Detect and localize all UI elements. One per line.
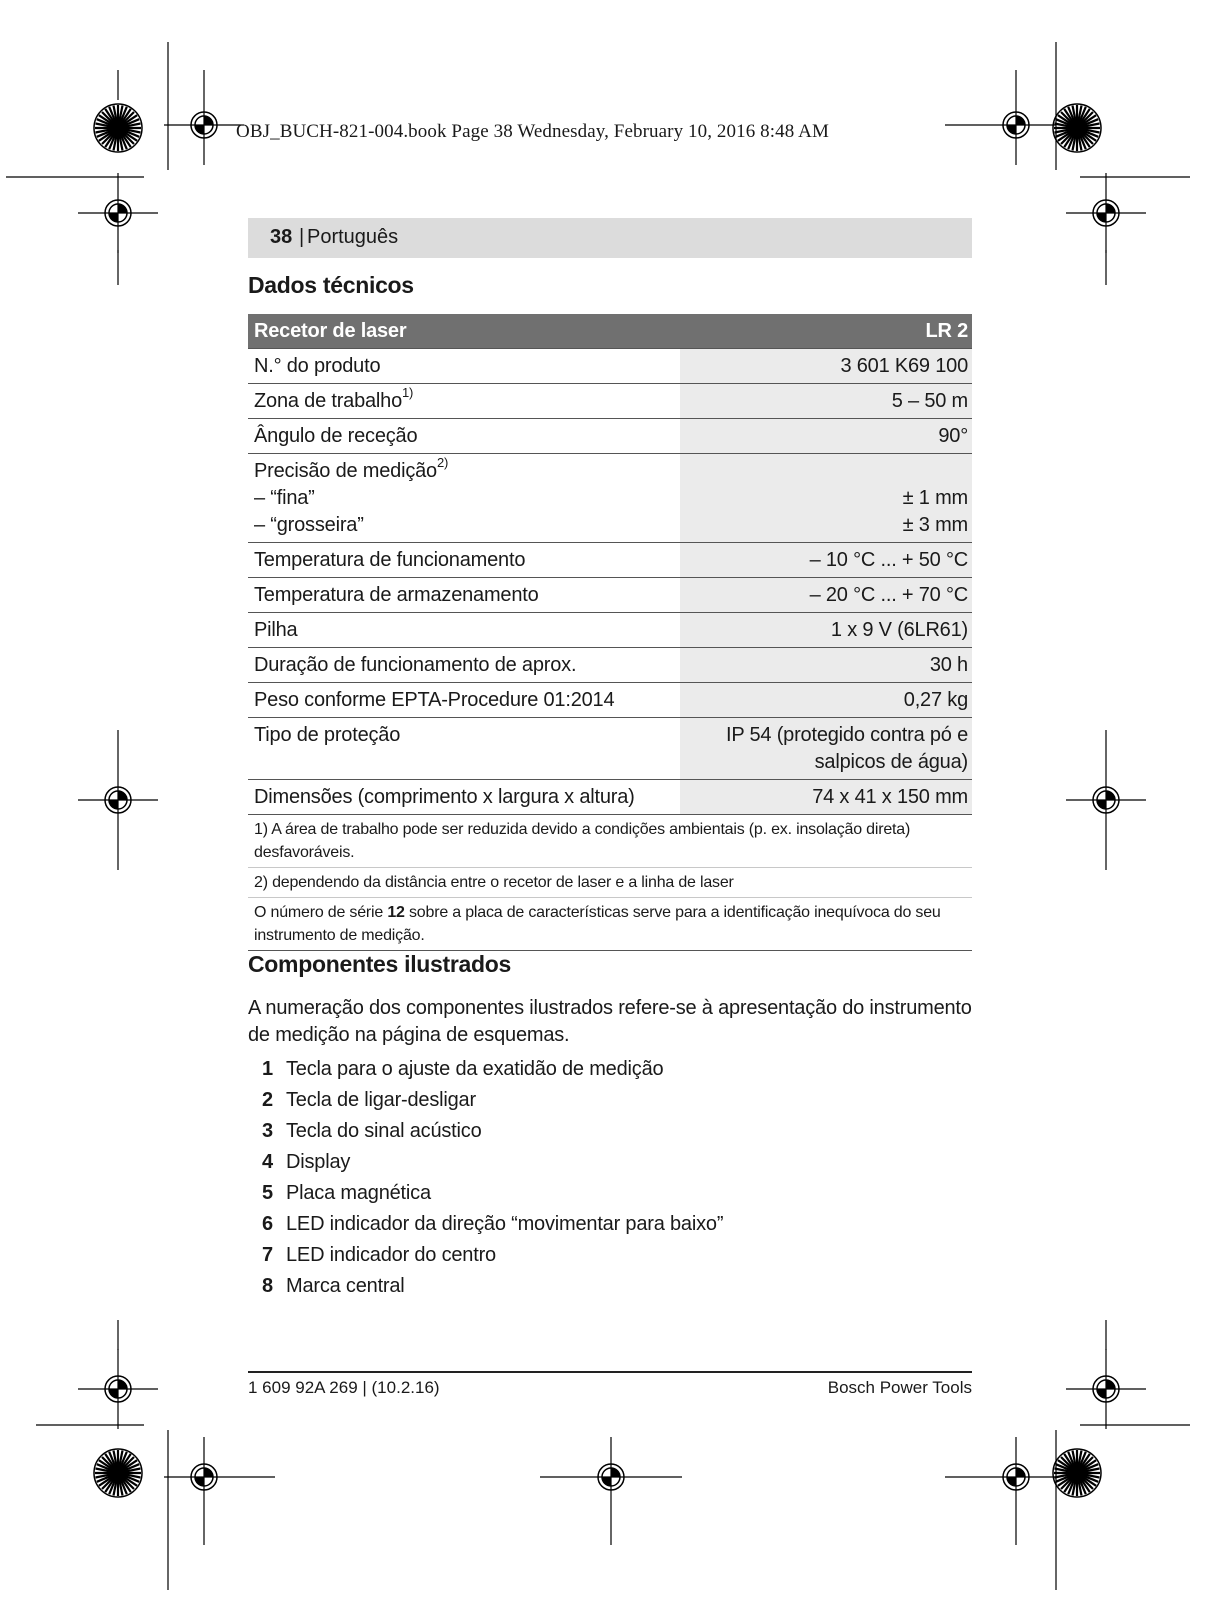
table-row <box>248 718 972 780</box>
item-text: Display <box>286 1151 351 1173</box>
table-row <box>248 683 972 718</box>
table-row <box>248 578 972 613</box>
section-title-components: Componentes ilustrados <box>248 951 512 977</box>
spec-value-line: salpicos de água) <box>814 751 968 773</box>
spec-label: Tipo de proteção <box>248 718 680 780</box>
item-number: 5 <box>262 1182 273 1204</box>
list-item <box>262 1209 723 1240</box>
sunburst-mark-icon <box>1053 1449 1101 1497</box>
item-text: Marca central <box>286 1275 405 1297</box>
registration-mark-icon <box>1066 1349 1146 1429</box>
item-number: 1 <box>262 1058 273 1080</box>
spec-table-header <box>248 314 972 349</box>
spec-label: Temperatura de funcionamento <box>248 543 680 578</box>
language-label: Português <box>307 226 399 248</box>
registration-mark-icon <box>571 1437 651 1517</box>
serial-note-text: O número de série <box>254 904 388 921</box>
item-number: 6 <box>262 1213 273 1235</box>
serial-note <box>248 898 972 951</box>
registration-mark-icon <box>976 1437 1056 1517</box>
item-text: Tecla para o ajuste da exatidão de medição <box>286 1058 664 1080</box>
sunburst-mark-icon <box>94 1449 142 1497</box>
components-intro: A numeração dos componentes ilustrados refere-se à apresentação do instrumento de medição na página de esquemas. <box>248 997 972 1046</box>
footer-doc-number: 1 609 92A 269 | (10.2.16) <box>248 1378 440 1397</box>
registration-mark-icon <box>164 1437 244 1517</box>
serial-note-row <box>248 898 972 951</box>
spec-label: Temperatura de armazenamento <box>248 578 680 613</box>
spec-value: – 20 °C ... + 70 °C <box>680 578 972 613</box>
spec-label: Peso conforme EPTA-Procedure 01:2014 <box>248 683 680 718</box>
serial-number-ref: 12 <box>387 904 405 921</box>
footnote-row <box>248 815 972 868</box>
footer-rule <box>248 1371 972 1373</box>
spec-header-label: Recetor de laser <box>248 314 680 349</box>
section-title-technical-data: Dados técnicos <box>248 272 414 298</box>
item-number: 2 <box>262 1089 273 1111</box>
item-text: Tecla do sinal acústico <box>286 1120 482 1142</box>
table-row <box>248 419 972 454</box>
list-item <box>262 1054 723 1085</box>
spec-label: Pilha <box>248 613 680 648</box>
spec-value: 3 601 K69 100 <box>680 349 972 384</box>
list-item <box>262 1116 723 1147</box>
spec-value: 74 x 41 x 150 mm <box>680 780 972 815</box>
item-number: 7 <box>262 1244 273 1266</box>
header-separator: | <box>299 226 305 248</box>
spec-table <box>248 314 972 951</box>
registration-mark-icon <box>1066 173 1146 253</box>
spec-value: 30 h <box>680 648 972 683</box>
spec-value: – 10 °C ... + 50 °C <box>680 543 972 578</box>
table-row <box>248 543 972 578</box>
registration-mark-icon <box>78 173 158 253</box>
registration-mark-icon <box>1066 760 1146 840</box>
table-row <box>248 613 972 648</box>
item-text: Placa magnética <box>286 1182 431 1204</box>
footnote-marker: 1) <box>402 385 414 401</box>
spec-label: Ângulo de receção <box>248 419 680 454</box>
spec-sublabel: – “fina” <box>254 487 315 509</box>
table-row <box>248 780 972 815</box>
list-item <box>262 1147 723 1178</box>
spec-label: Dimensões (comprimento x largura x altura) <box>248 780 680 815</box>
registration-mark-icon <box>164 85 244 165</box>
footer-brand: Bosch Power Tools <box>827 1378 972 1397</box>
spec-value: 90° <box>680 419 972 454</box>
spec-label <box>248 454 680 543</box>
spec-header-value: LR 2 <box>680 314 972 349</box>
spec-value-line: IP 54 (protegido contra pó e <box>726 724 968 746</box>
item-text: LED indicador do centro <box>286 1244 496 1266</box>
list-item <box>262 1240 723 1271</box>
spec-sublabel: – “grosseira” <box>254 514 364 536</box>
item-number: 4 <box>262 1151 273 1173</box>
components-list <box>262 1054 723 1302</box>
table-row <box>248 454 972 543</box>
footnote-1: 1) A área de trabalho pode ser reduzida devido a condições ambientais (p. ex. insolação direta) desfavoráveis. <box>248 815 972 868</box>
list-item <box>262 1271 723 1302</box>
table-row <box>248 648 972 683</box>
footnote-row <box>248 868 972 898</box>
list-item <box>262 1178 723 1209</box>
item-number: 3 <box>262 1120 273 1142</box>
serial-note-text: sobre a placa de características serve para a identificação inequívoca do seu instrumento de medição. <box>254 904 941 944</box>
item-text: LED indicador da direção “movimentar para baixo” <box>286 1213 724 1235</box>
footnote-marker: 2) <box>436 455 449 471</box>
item-number: 8 <box>262 1275 273 1297</box>
list-item <box>262 1085 723 1116</box>
sunburst-mark-icon <box>1053 104 1101 152</box>
registration-mark-icon <box>78 1349 158 1429</box>
page-header-bar <box>248 218 972 258</box>
registration-mark-icon <box>78 760 158 840</box>
registration-mark-icon <box>976 85 1056 165</box>
spec-label-text: Zona de trabalho <box>254 390 403 412</box>
spec-label <box>248 384 680 419</box>
spec-value: 0,27 kg <box>680 683 972 718</box>
spec-subvalue: ± 1 mm <box>902 487 968 509</box>
sunburst-mark-icon <box>94 104 142 152</box>
spec-value: 1 x 9 V (6LR61) <box>680 613 972 648</box>
spec-label: Duração de funcionamento de aprox. <box>248 648 680 683</box>
spec-label-text: Precisão de medição <box>254 460 437 482</box>
table-row <box>248 349 972 384</box>
spec-label: N.° do produto <box>248 349 680 384</box>
spec-subvalue: ± 3 mm <box>902 514 968 536</box>
spec-value <box>680 718 972 780</box>
page-number: 38 <box>270 226 293 248</box>
table-row <box>248 384 972 419</box>
item-text: Tecla de ligar-desligar <box>286 1089 476 1111</box>
spec-value <box>680 454 972 543</box>
spec-value: 5 – 50 m <box>680 384 972 419</box>
print-slug-line: OBJ_BUCH-821-004.book Page 38 Wednesday, February 10, 2016 8:48 AM <box>236 121 829 142</box>
footnote-2: 2) dependendo da distância entre o recetor de laser e a linha de laser <box>248 868 972 898</box>
